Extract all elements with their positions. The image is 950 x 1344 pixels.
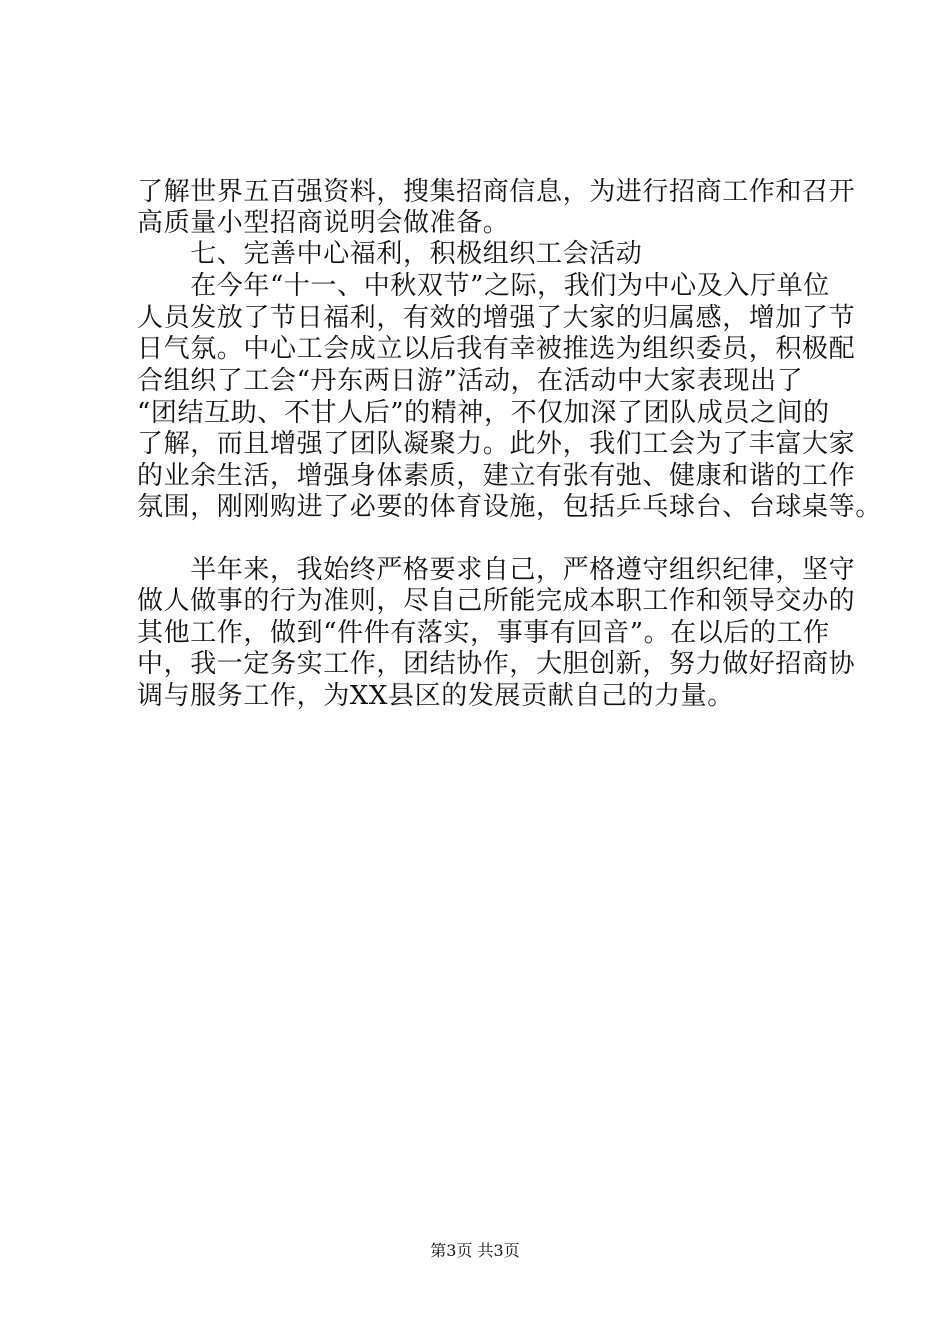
paragraph-line: 高质量小型招商说明会做准备。 — [137, 208, 510, 238]
paragraph-line: 调与服务工作，为XX县区的发展贡献自己的力量。 — [137, 681, 734, 711]
paragraph-line: 中，我一定务实工作，团结协作，大胆创新，努力做好招商协 — [137, 649, 856, 679]
paragraph-line: 了解，而且增强了团队凝聚力。此外，我们工会为了丰富大家 — [137, 429, 856, 459]
paragraph-line: 在今年“十一、中秋双节”之际，我们为中心及入厅单位 — [137, 271, 830, 301]
paragraph-line: 日气氛。中心工会成立以后我有幸被推选为组织委员，积极配 — [137, 334, 856, 364]
paragraph-line: 其他工作，做到“件件有落实，事事有回音”。在以后的工作 — [137, 618, 830, 648]
paragraph-line: “团结互助、不甘人后”的精神，不仅加深了团队成员之间的 — [137, 398, 830, 428]
paragraph-line: 的业余生活，增强身体素质，建立有张有弛、健康和谐的工作 — [137, 461, 856, 491]
paragraph-line: 半年来，我始终严格要求自己，严格遵守组织纪律，坚守 — [137, 555, 856, 585]
paragraph-line: 氛围，刚刚购进了必要的体育设施，包括乒乓球台、台球桌等。 — [137, 492, 882, 522]
paragraph-line: 了解世界五百强资料，搜集招商信息，为进行招商工作和召开 — [137, 177, 856, 207]
page-footer: 第3页 共3页 — [430, 1241, 520, 1260]
paragraph-line: 做人做事的行为准则，尽自己所能完成本职工作和领导交办的 — [137, 586, 856, 616]
paragraph-line: 合组织了工会“丹东两日游”活动，在活动中大家表现出了 — [137, 366, 804, 396]
section-heading: 七、完善中心福利，积极组织工会活动 — [137, 239, 643, 269]
paragraph-line: 人员发放了节日福利，有效的增强了大家的归属感，增加了节 — [137, 303, 856, 333]
